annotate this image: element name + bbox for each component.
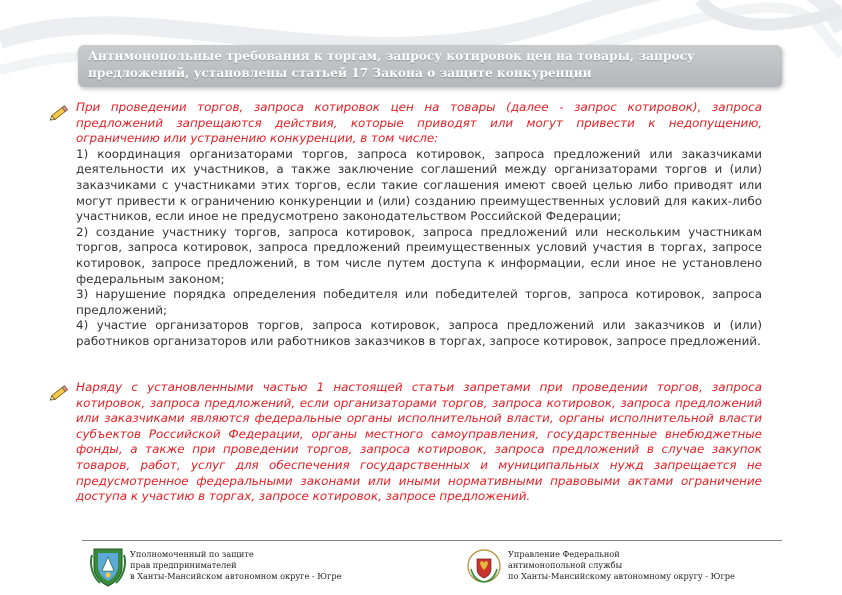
prohibitions-block xyxy=(76,100,762,350)
page-title: Антимонопольные требования к торгам, запросу котировок цен на товары, запросу предложений, установлены статьей 17 Закона о защите конкуренции xyxy=(88,49,695,80)
khmao-emblem-icon xyxy=(90,545,126,587)
pencil-icon xyxy=(48,102,72,124)
org-name-line: прав предпринимателей xyxy=(130,560,237,570)
additional-prohibitions-block xyxy=(76,380,762,505)
list-item: 4) участие организаторов торгов, запроса котировок, запроса предложений или заказчиков и (или) работников организаторов или работников заказчиков в торгах, запросе котировок, запросе предложений. xyxy=(76,318,762,348)
list-item: 2) создание участнику торгов, запроса котировок, запроса предложений или нескольким участникам торгов, запроса котировок, запроса предложений преимущественных условий участия в торгах, запросе котировок, запросе предложений, в том числе путем доступа к информации, если иное не установлено федеральным законом; xyxy=(76,224,762,286)
org-name-line: Управление Федеральной xyxy=(508,549,620,559)
intro-paragraph: При проведении торгов, запроса котировок цен на товары (далее - запрос котировок), запроса предложений запрещаются действия, которые приводят или могут привести к недопущению, ограничению или устранению конкуренции, в том числе: xyxy=(76,100,762,146)
org-name-ombudsman xyxy=(130,549,341,582)
org-name-fas xyxy=(508,549,735,582)
footer-divider xyxy=(82,540,782,541)
fas-emblem-icon xyxy=(466,545,502,587)
org-name-line: антимонопольной службы xyxy=(508,560,623,570)
list-item: 3) нарушение порядка определения победителя или победителей торгов, запроса котировок, запроса предложений; xyxy=(76,287,762,317)
additional-paragraph: Наряду с установленными частью 1 настоящей статьи запретами при проведении торгов, запроса котировок, запроса предложений, если организаторами торгов, запроса котировок, запроса предложений или заказчиками являются федеральные органы исполнительной власти, органы исполнительной власти субъектов Российской Федерации, органы местного самоуправления, государственные внебюджетные фонды, а также при проведении торгов, запроса котировок, запроса предложений в случае закупок товаров, работ, услуг для обеспечения государственных и муниципальных нужд запрещается не предусмотренное федеральными законами или иными нормативными правовыми актами ограничение доступа к участию в торгах, запросе котировок, запросе предложений. xyxy=(76,380,762,504)
list-item: 1) координация организаторами торгов, запроса котировок, запроса предложений или заказчиками деятельности их участников, а также заключение соглашений между организаторами торгов и (или) заказчиками с участниками этих торгов, если такие соглашения имеют своей целью либо приводят или могут привести к ограничению конкуренции и (или) созданию преимущественных условий для каких-либо участников, если иное не предусмотрено законодательством Российской Федерации; xyxy=(76,146,762,224)
pencil-icon xyxy=(48,382,72,404)
org-name-line: в Ханты-Мансийском автономном округе - Югре xyxy=(130,571,342,581)
org-name-line: Уполномоченный по защите xyxy=(130,549,254,559)
title-bar xyxy=(78,45,782,87)
org-name-line: по Ханты-Мансийскому автономному округу - Югре xyxy=(508,571,735,581)
